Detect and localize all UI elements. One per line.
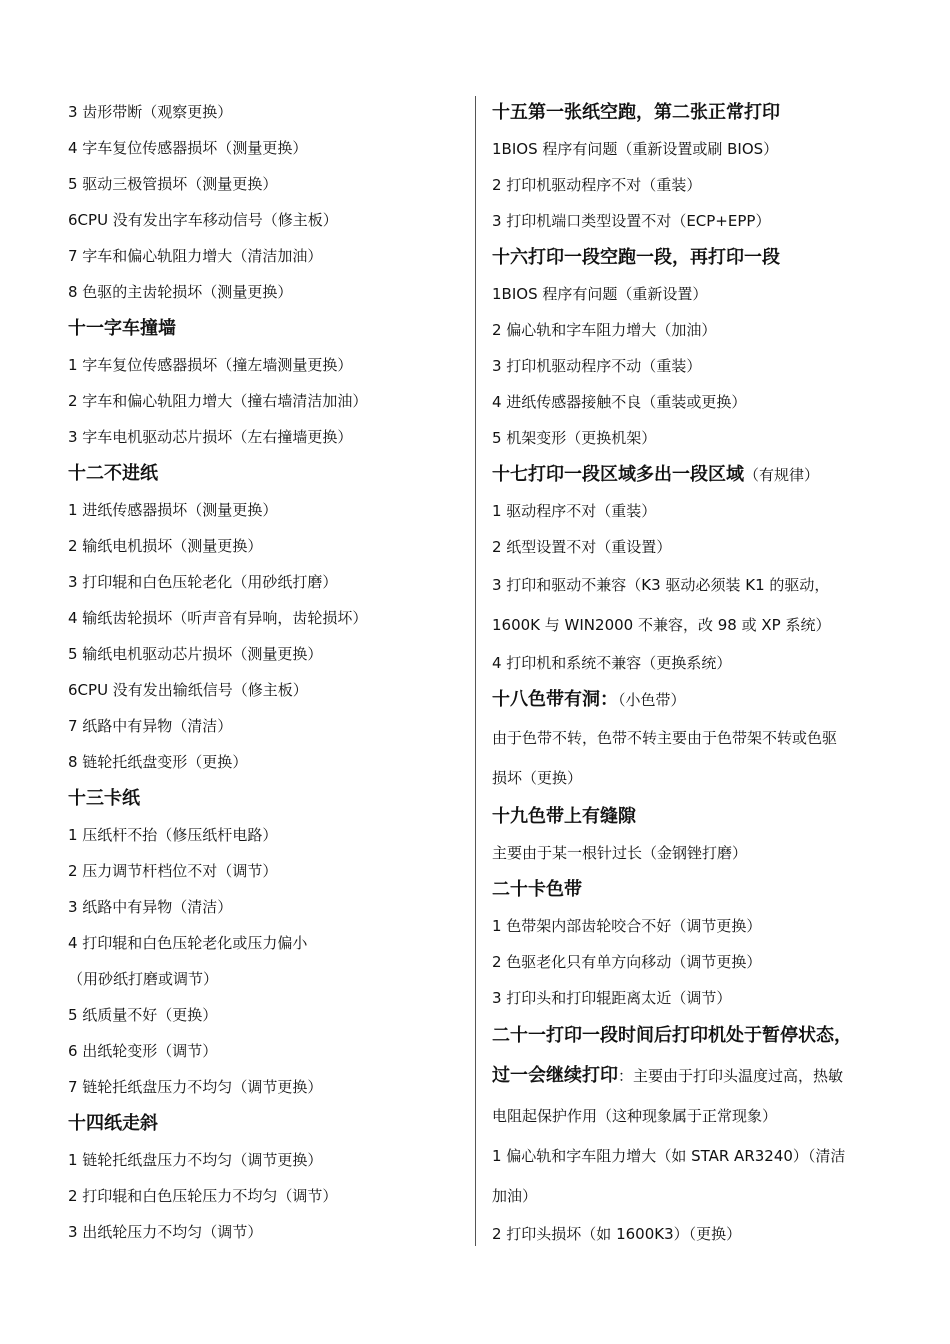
list-item — [68, 528, 463, 564]
list-item — [492, 420, 892, 456]
list-item — [492, 758, 892, 798]
list-item — [68, 564, 463, 600]
list-item — [68, 492, 463, 528]
heading-text: 二十卡色带 — [492, 879, 582, 900]
list-item — [68, 817, 463, 853]
item-text: 1 链轮托纸盘压力不均匀（调节更换） — [68, 1151, 323, 1169]
heading-text: 十六打印一段空跑一段，再打印一段 — [492, 247, 780, 268]
item-text: 主要由于某一根针过长（金钢锉打磨） — [492, 844, 748, 862]
list-item — [492, 718, 892, 758]
list-item — [68, 997, 463, 1033]
list-item — [68, 1214, 463, 1250]
section-heading — [492, 1016, 892, 1056]
section-heading — [492, 239, 892, 276]
item-text: 损坏（更换） — [492, 769, 583, 787]
heading-text: 十三卡纸 — [68, 788, 140, 809]
item-text: 3 齿形带断（观察更换） — [68, 103, 233, 121]
list-item — [68, 130, 463, 166]
list-item — [492, 384, 892, 420]
left-column — [68, 94, 463, 1250]
heading-text: 十四纸走斜 — [68, 1113, 158, 1134]
item-text: 6CPU 没有发出字车移动信号（修主板） — [68, 211, 338, 229]
list-item — [68, 672, 463, 708]
item-text: 2 偏心轨和字车阻力增大（加油） — [492, 321, 717, 339]
item-text: 2 压力调节杆档位不对（调节） — [68, 862, 278, 880]
item-text: 1 色带架内部齿轮咬合不好（调节更换） — [492, 917, 762, 935]
item-text: 2 字车和偏心轨阻力增大（撞右墙清洁加油） — [68, 392, 368, 410]
list-item — [68, 600, 463, 636]
item-text: （用砂纸打磨或调节） — [68, 970, 219, 988]
item-text: 4 打印机和系统不兼容（更换系统） — [492, 654, 732, 672]
item-text: 3 打印机端口类型设置不对（ECP+EPP） — [492, 212, 771, 230]
item-text: 4 输纸齿轮损坏（听声音有异响，齿轮损坏） — [68, 609, 368, 627]
list-item — [492, 529, 892, 565]
item-text: 3 打印辊和白色压轮老化（用砂纸打磨） — [68, 573, 338, 591]
list-item — [492, 276, 892, 312]
item-text: 4 字车复位传感器损坏（测量更换） — [68, 139, 308, 157]
item-text: 5 驱动三极管损坏（测量更换） — [68, 175, 278, 193]
list-item — [68, 166, 463, 202]
item-text: 6CPU 没有发出输纸信号（修主板） — [68, 681, 308, 699]
list-item — [492, 908, 892, 944]
list-item — [492, 131, 892, 167]
list-item — [492, 1096, 892, 1136]
list-item — [68, 744, 463, 780]
list-item — [68, 202, 463, 238]
list-item — [68, 925, 463, 961]
list-item — [492, 565, 892, 605]
item-text: 电阻起保护作用（这种现象属于正常现象） — [492, 1107, 778, 1125]
heading-text: 十八色带有洞： — [492, 689, 618, 710]
item-text: 1 字车复位传感器损坏（撞左墙测量更换） — [68, 356, 353, 374]
heading-text: 十七打印一段区域多出一段区域 — [492, 464, 744, 485]
list-item — [492, 348, 892, 384]
section-heading — [492, 871, 892, 908]
list-item — [68, 347, 463, 383]
list-item — [68, 419, 463, 455]
item-text: 4 进纸传感器接触不良（重装或更换） — [492, 393, 747, 411]
right-column — [492, 94, 892, 1252]
list-item — [68, 708, 463, 744]
item-text: 1 偏心轨和字车阻力增大（如 STAR AR3240）（清洁 — [492, 1147, 846, 1165]
list-item — [492, 645, 892, 681]
list-item — [492, 1176, 892, 1216]
section-heading — [492, 1056, 892, 1096]
item-text: 3 纸路中有异物（清洁） — [68, 898, 233, 916]
heading-text: 十二不进纸 — [68, 463, 158, 484]
section-heading — [492, 798, 892, 835]
list-item — [68, 383, 463, 419]
heading-text: 过一会继续打印 — [492, 1065, 618, 1086]
item-text: 3 打印头和打印辊距离太近（调节） — [492, 989, 732, 1007]
item-text: 7 纸路中有异物（清洁） — [68, 717, 233, 735]
item-text: 3 打印机驱动程序不动（重装） — [492, 357, 702, 375]
list-item — [68, 238, 463, 274]
item-text: 4 打印辊和白色压轮老化或压力偏小 — [68, 934, 308, 952]
item-text: 1 压纸杆不抬（修压纸杆电路） — [68, 826, 278, 844]
list-item — [68, 1142, 463, 1178]
item-text: 8 链轮托纸盘变形（更换） — [68, 753, 248, 771]
section-heading — [492, 456, 892, 493]
item-text: 2 打印辊和白色压轮压力不均匀（调节） — [68, 1187, 338, 1205]
section-heading — [492, 681, 892, 718]
item-text: 2 色驱老化只有单方向移动（调节更换） — [492, 953, 762, 971]
list-item — [68, 636, 463, 672]
section-heading — [68, 455, 463, 492]
item-text: 8 色驱的主齿轮损坏（测量更换） — [68, 283, 293, 301]
list-item — [492, 493, 892, 529]
list-item — [492, 944, 892, 980]
heading-note: （小色带） — [618, 691, 686, 709]
list-item — [492, 980, 892, 1016]
heading-text: 二十一打印一段时间后打印机处于暂停状态， — [492, 1025, 852, 1046]
list-item — [68, 961, 463, 997]
list-item — [492, 167, 892, 203]
list-item — [68, 94, 463, 130]
item-text: 1 进纸传感器损坏（测量更换） — [68, 501, 278, 519]
list-item — [492, 605, 892, 645]
list-item — [492, 1136, 892, 1176]
item-text: 2 纸型设置不对（重设置） — [492, 538, 672, 556]
item-text: 3 字车电机驱动芯片损坏（左右撞墙更换） — [68, 428, 353, 446]
section-heading — [68, 310, 463, 347]
list-item — [68, 1178, 463, 1214]
item-text: 5 输纸电机驱动芯片损坏（测量更换） — [68, 645, 323, 663]
heading-note: （有规律） — [744, 466, 820, 484]
heading-text: 十五第一张纸空跑，第二张正常打印 — [492, 102, 780, 123]
list-item — [492, 312, 892, 348]
item-text: 3 出纸轮压力不均匀（调节） — [68, 1223, 263, 1241]
item-text: 1 驱动程序不对（重装） — [492, 502, 657, 520]
item-text: 1BIOS 程序有问题（重新设置或刷 BIOS） — [492, 140, 779, 158]
heading-note: ：主要由于打印头温度过高，热敏 — [618, 1067, 844, 1085]
heading-text: 十九色带上有缝隙 — [492, 806, 636, 827]
column-divider — [475, 96, 476, 1246]
item-text: 7 链轮托纸盘压力不均匀（调节更换） — [68, 1078, 323, 1096]
list-item — [68, 1033, 463, 1069]
list-item — [68, 853, 463, 889]
item-text: 由于色带不转，色带不转主要由于色带架不转或色驱 — [492, 729, 838, 747]
section-heading — [68, 1105, 463, 1142]
heading-text: 十一字车撞墙 — [68, 318, 176, 339]
item-text: 3 打印和驱动不兼容（K3 驱动必须装 K1 的驱动， — [492, 576, 830, 594]
section-heading — [68, 780, 463, 817]
item-text: 加油） — [492, 1187, 538, 1205]
list-item — [68, 274, 463, 310]
item-text: 5 机架变形（更换机架） — [492, 429, 657, 447]
item-text: 2 输纸电机损坏（测量更换） — [68, 537, 263, 555]
list-item — [492, 1216, 892, 1252]
list-item — [68, 1069, 463, 1105]
item-text: 5 纸质量不好（更换） — [68, 1006, 218, 1024]
list-item — [492, 835, 892, 871]
item-text: 6 出纸轮变形（调节） — [68, 1042, 218, 1060]
item-text: 2 打印机驱动程序不对（重装） — [492, 176, 702, 194]
item-text: 1600K 与 WIN2000 不兼容，改 98 或 XP 系统） — [492, 616, 831, 634]
section-heading — [492, 94, 892, 131]
item-text: 7 字车和偏心轨阻力增大（清洁加油） — [68, 247, 323, 265]
list-item — [68, 889, 463, 925]
item-text: 2 打印头损坏（如 1600K3）（更换） — [492, 1225, 742, 1243]
item-text: 1BIOS 程序有问题（重新设置） — [492, 285, 708, 303]
list-item — [492, 203, 892, 239]
